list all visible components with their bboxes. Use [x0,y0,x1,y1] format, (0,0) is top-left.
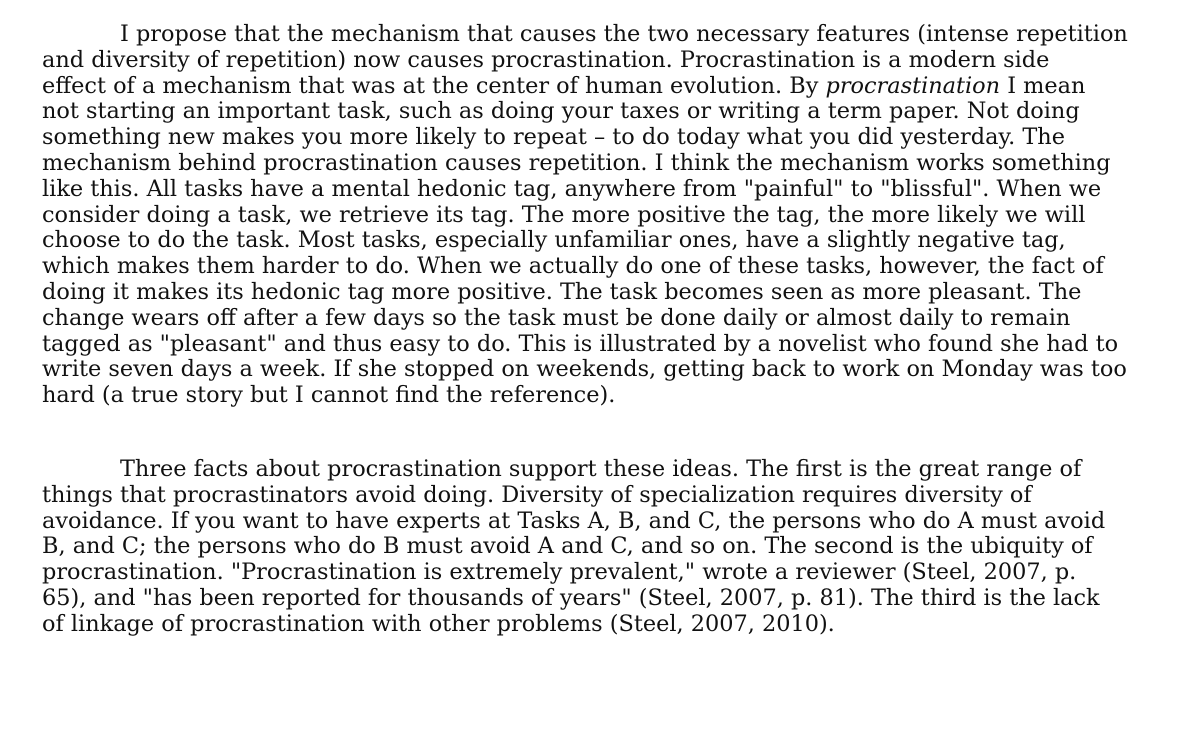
paragraph-1-line-1-text: I propose that the mechanism that causes the two necessary features (intense repetition [120,21,1128,47]
paragraph-1-line-8: consider doing a task, we retrieve its tag. The more positive the tag, the more likely we will [42,201,1086,228]
paragraph-1-line-1 [42,22,1160,48]
paragraph-2-line-4: B, and C; the persons who do B must avoid A and C, and so on. The second is the ubiquity of [42,533,1093,560]
paragraph-2-line-7: of linkage of procrastination with other problems (Steel, 2007, 2010). [42,610,835,637]
paragraph-1 [42,22,1160,409]
paragraph-1-line-9: choose to do the task. Most tasks, especially unfamiliar ones, have a slightly negative tag, [42,227,1066,254]
paragraph-2-line-3: avoidance. If you want to have experts at Tasks A, B, and C, the persons who do A must avoid [42,507,1106,534]
paragraph-1-line-3 [42,74,1160,100]
paragraph-1-line-10: which makes them harder to do. When we actually do one of these tasks, however, the fact of [42,253,1104,280]
paragraph-1-line-14: write seven days a week. If she stopped on weekends, getting back to work on Monday was too [42,356,1127,383]
paragraph-spacer [42,409,1160,457]
paragraph-1-line-4: not starting an important task, such as doing your taxes or writing a term paper. Not doing [42,98,1080,125]
paragraph-1-line-2: and diversity of repetition) now causes procrastination. Procrastination is a modern side [42,46,1050,73]
paragraph-1-line-3-end: I mean [1000,72,1086,99]
paragraph-2-line-6: 65), and "has been reported for thousands of years" (Steel, 2007, p. 81). The third is the lack [42,584,1100,611]
paragraph-1-line-7: like this. All tasks have a mental hedonic tag, anywhere from "painful" to "blissful". When we [42,175,1102,202]
paragraph-1-line-6: mechanism behind procrastination causes repetition. I think the mechanism works something [42,149,1111,176]
emphasized-term: procrastination [825,72,1001,99]
paragraph-1-line-13: tagged as "pleasant" and thus easy to do. This is illustrated by a novelist who found she had to [42,330,1119,357]
paragraph-1-line-11: doing it makes its hedonic tag more positive. The task becomes seen as more pleasant. The [42,278,1082,305]
paragraph-1-line-12: change wears off after a few days so the task must be done daily or almost daily to remain [42,304,1071,331]
paragraph-2-line-1 [42,457,1160,483]
paragraph-2-line-5: procrastination. "Procrastination is extremely prevalent," wrote a reviewer (Steel, 2007, p. [42,559,1077,586]
paragraph-1-line-3-start: effect of a mechanism that was at the center of human evolution. By [42,72,826,99]
paragraph-2-line-1-text: Three facts about procrastination support these ideas. The first is the great range of [120,455,1082,482]
paragraph-1-line-15: hard (a true story but I cannot find the reference). [42,382,616,409]
paragraph-2 [42,457,1160,638]
paragraph-1-line-5: something new makes you more likely to repeat – to do today what you did yesterday. The [42,124,1065,151]
document-body [42,22,1160,638]
paragraph-2-line-2: things that procrastinators avoid doing. Diversity of specialization requires diversity of [42,481,1032,508]
